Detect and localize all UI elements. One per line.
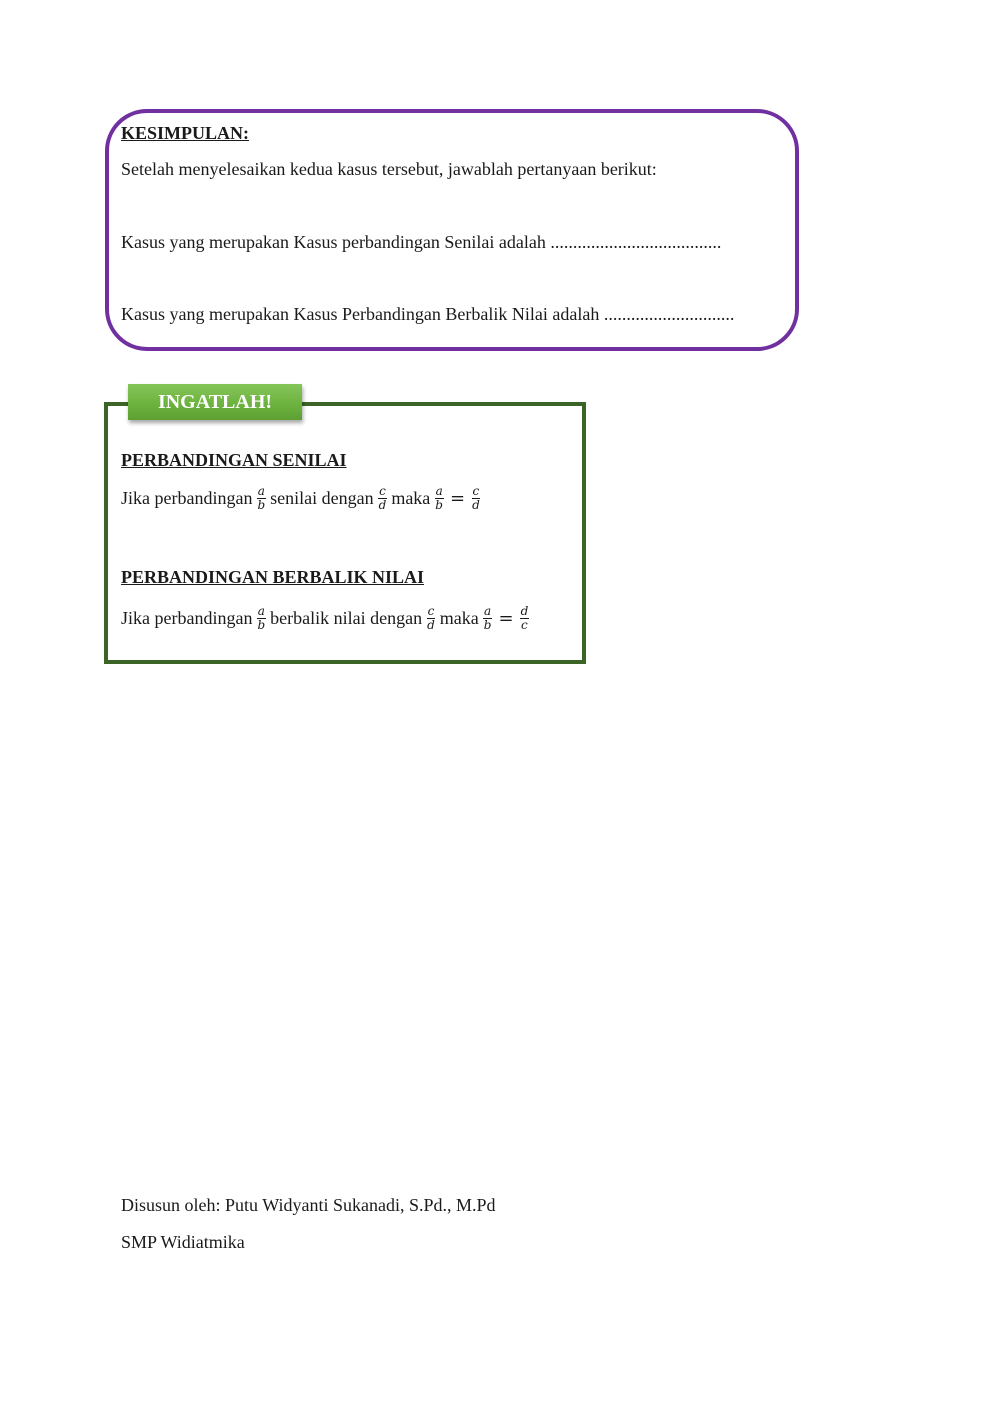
denominator: c (521, 617, 528, 632)
denominator: d (378, 497, 387, 512)
numerator: c (472, 483, 480, 498)
denominator: d (427, 617, 435, 632)
denominator: b (257, 497, 266, 512)
numerator: a (484, 603, 492, 618)
maka-text: maka (391, 487, 431, 508)
senilai-heading: PERBANDINGAN SENILAI (121, 450, 347, 470)
numerator: a (257, 603, 265, 618)
senilai-mid: senilai dengan (270, 487, 374, 508)
fraction (483, 605, 493, 632)
denominator: d (472, 497, 480, 512)
fraction (520, 605, 530, 632)
question-berbalik-nilai: Kasus yang merupakan Kasus Perbandingan Berbalik Nilai adalah ............................. (121, 304, 735, 324)
berbalik-heading: PERBANDINGAN BERBALIK NILAI (121, 567, 425, 587)
senilai-formula (121, 478, 485, 518)
kesimpulan-title: KESIMPULAN: (121, 123, 250, 143)
berbalik-mid: berbalik nilai dengan (270, 607, 423, 628)
berbalik-formula (121, 598, 533, 638)
denominator: b (435, 497, 443, 512)
numerator: a (435, 483, 443, 498)
maka-text: maka (439, 607, 479, 628)
denominator: b (483, 617, 492, 632)
numerator: c (379, 483, 386, 498)
fraction (378, 485, 388, 512)
fraction (471, 485, 481, 512)
equals-sign: = (449, 487, 466, 509)
senilai-prefix: Jika perbandingan (121, 487, 253, 508)
author-credit: Disusun oleh: Putu Widyanti Sukanadi, S.Pd., M.Pd (121, 1195, 496, 1215)
fraction (256, 605, 266, 632)
question-senilai: Kasus yang merupakan Kasus perbandingan Senilai adalah ...................................... (121, 232, 722, 252)
numerator: c (427, 603, 435, 618)
equals-sign: = (498, 607, 514, 629)
fraction (426, 605, 436, 632)
fraction (256, 485, 266, 512)
kesimpulan-intro: Setelah menyelesaikan kedua kasus tersebut, jawablah pertanyaan berikut: (121, 159, 657, 179)
fraction (434, 485, 444, 512)
berbalik-prefix: Jika perbandingan (121, 607, 253, 628)
denominator: b (257, 617, 266, 632)
ingatlah-tab: INGATLAH! (128, 384, 302, 420)
school-name: SMP Widiatmika (121, 1232, 245, 1252)
numerator: a (257, 483, 265, 498)
numerator: d (520, 603, 529, 618)
